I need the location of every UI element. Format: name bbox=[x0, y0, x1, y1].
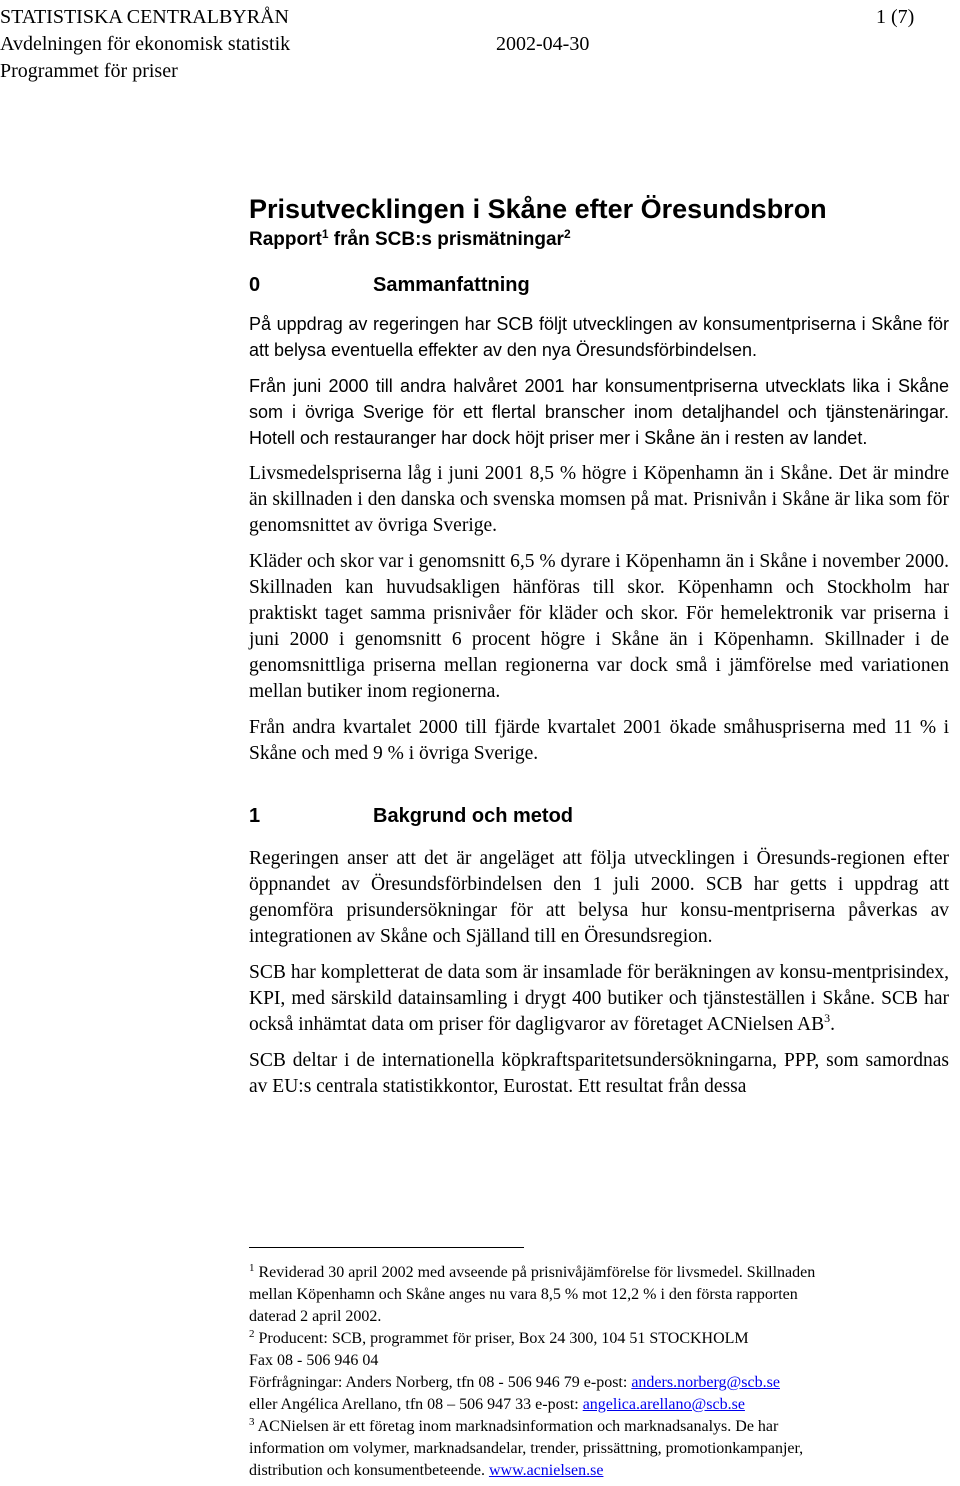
footnote-text: eller Angélica Arellano, tfn 08 – 506 947 33 e-post: bbox=[249, 1396, 583, 1413]
footnote-line bbox=[249, 1394, 909, 1416]
section-title: Bakgrund och metod bbox=[373, 805, 574, 827]
footnote-text: Producent: SCB, programmet för priser, Box 24 300, 104 51 STOCKHOLM bbox=[254, 1330, 749, 1347]
footnote-text: distribution och konsumentbeteende. bbox=[249, 1462, 489, 1479]
footnote-line bbox=[249, 1328, 909, 1350]
section-title: Sammanfattning bbox=[373, 274, 530, 296]
footnote-line: information om volymer, marknadsandelar, trender, prissättning, promotionkampanjer, bbox=[249, 1440, 804, 1457]
footnote-line: daterad 2 april 2002. bbox=[249, 1308, 382, 1325]
subtitle-part-2: från SCB:s prismätningar bbox=[328, 229, 564, 250]
email-link-arellano[interactable]: angelica.arellano@scb.se bbox=[582, 1396, 745, 1413]
footnote-text: Reviderad 30 april 2002 med avseende på prisnivåjämförelse för livsmedel. Skillnaden bbox=[254, 1264, 816, 1281]
body-paragraph: Regeringen anser att det är angeläget att följa utvecklingen i Öresunds-regionen efter öppnandet av Öresundsförbindelsen den 1 juli 2000. SCB har getts i uppdrag att genomföra prisundersökningar för att belysa hur konsu-mentpriserna påverkas av integrationen av Skåne och Själland till en Öresundsregion. bbox=[249, 848, 949, 947]
main-content bbox=[249, 192, 949, 1100]
footnote-text: ACNielsen är ett företag inom marknadsinformation och marknadsanalys. De har bbox=[254, 1418, 779, 1435]
summary-section bbox=[249, 311, 949, 451]
footnote-marker: 1 bbox=[249, 1262, 255, 1274]
program-name: Programmet för priser bbox=[0, 60, 178, 82]
section-number: 1 bbox=[249, 805, 261, 827]
section-number: 0 bbox=[249, 274, 261, 296]
footnote-ref-1: 1 bbox=[321, 227, 329, 241]
website-link-acnielsen[interactable]: www.acnielsen.se bbox=[488, 1462, 604, 1479]
org-name: STATISTISKA CENTRALBYRÅN bbox=[0, 6, 289, 28]
body-text: SCB har kompletterat de data som är insamlade för beräkningen av konsu-mentprisindex, KPI, med särskild datainsamling i drygt 400 butiker och tjänsteställen i Skåne. SCB har också inhämtat data om priser för dagligvaror av företaget ACNielsen AB bbox=[249, 962, 949, 1035]
footnote-1 bbox=[249, 1262, 909, 1328]
section-0-heading bbox=[249, 272, 949, 298]
footnote-line: mellan Köpenhamn och Skåne anges nu vara 8,5 % mot 12,2 % i den första rapporten bbox=[249, 1286, 798, 1303]
footnote-line bbox=[249, 1262, 909, 1284]
footnote-marker: 3 bbox=[249, 1416, 255, 1428]
summary-paragraph: Livsmedelspriserna låg i juni 2001 8,5 % högre i Köpenhamn än i Skåne. Det är mindre än skillnaden i den danska och svenska momsen på mat. Prisnivån i Skåne är lika som för genomsnittet av övriga Sverige. bbox=[249, 463, 949, 536]
summary-paragraph: Från andra kvartalet 2000 till fjärde kvartalet 2001 ökade småhuspriserna med 11 % i Skåne och med 9 % i övriga Sverige. bbox=[249, 717, 949, 764]
footnote-text: Förfrågningar: Anders Norberg, tfn 08 - 506 946 79 e-post: bbox=[249, 1374, 632, 1391]
footnote-3 bbox=[249, 1416, 909, 1482]
report-title: Prisutvecklingen i Skåne efter Öresundsbron bbox=[249, 194, 827, 224]
summary-paragraph: Kläder och skor var i genomsnitt 6,5 % dyrare i Köpenhamn än i Skåne i november 2000. Skillnaden kan huvudsakligen hänföras till skor. Köpenhamn och Stockholm har praktiskt taget samma prisnivåer för kläder och skor. För hemelektronik var priserna i juni 2000 i genomsnitt 6 procent högre i Skåne än i Köpenhamn. Skillnader i de genomsnittliga priserna mellan regionerna var dock små i jämförelse med variationen mellan butiker inom regionerna. bbox=[249, 551, 949, 702]
page-number: 1 (7) bbox=[876, 6, 915, 28]
body-paragraph: SCB deltar i de internationella köpkraftsparitetsundersökningarna, PPP, som samordnas av EU:s centrala statistikkontor, Eurostat. Ett resultat från dessa bbox=[249, 1050, 949, 1097]
summary-paragraph: Från juni 2000 till andra halvåret 2001 har konsumentpriserna utvecklats lika i Skåne som i övriga Sverige för ett flertal branscher inom detaljhandel och tjänstenäringar. Hotell och restauranger har dock höjt priser mer i Skåne än i resten av landet. bbox=[249, 376, 949, 448]
footnote-line bbox=[249, 1372, 909, 1394]
email-link-norberg[interactable]: anders.norberg@scb.se bbox=[631, 1374, 780, 1391]
subtitle-part-1: Rapport bbox=[249, 229, 322, 250]
footnote-marker: 2 bbox=[249, 1328, 255, 1340]
department-name: Avdelningen för ekonomisk statistik bbox=[0, 33, 291, 55]
section-1-heading bbox=[249, 803, 949, 829]
footnote-line bbox=[249, 1460, 909, 1482]
header-line-3 bbox=[0, 58, 178, 84]
summary-paragraph: På uppdrag av regeringen har SCB följt utvecklingen av konsumentpriserna i Skåne för att belysa eventuella effekter av den nya Öresundsförbindelsen. bbox=[249, 314, 949, 360]
footnote-divider bbox=[249, 1247, 524, 1248]
footnote-ref-2: 2 bbox=[563, 227, 571, 241]
footnote-line bbox=[249, 1416, 909, 1438]
report-subtitle bbox=[249, 228, 949, 252]
body-paragraph bbox=[249, 960, 949, 1038]
footnote-ref-3: 3 bbox=[824, 1011, 831, 1025]
body-text-end: . bbox=[830, 1014, 835, 1035]
report-date: 2002-04-30 bbox=[496, 33, 590, 55]
footnotes bbox=[249, 1262, 909, 1482]
header-line-2 bbox=[0, 31, 590, 57]
footnote-2 bbox=[249, 1328, 909, 1416]
footnote-line: Fax 08 - 506 946 04 bbox=[249, 1352, 379, 1369]
header-line-1 bbox=[0, 4, 915, 30]
